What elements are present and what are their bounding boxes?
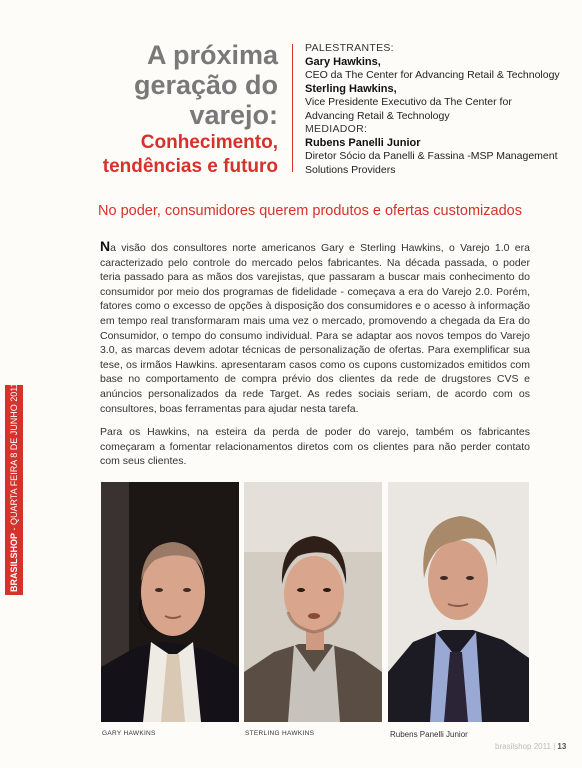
paragraph-2: Para os Hawkins, na esteira da perda de poder do varejo, também os fabricantes começaram a fomentar relacionamentos diretos com os clientes para não perder contato com seus clientes. (100, 426, 530, 468)
speaker-1-name: Gary Hawkins, (305, 55, 381, 68)
moderator-role-line-2: Solutions Providers (305, 163, 396, 176)
sidebar-date: - QUARTA FEIRA 8 DE JUNHO 2011 (9, 382, 19, 533)
speaker-1-role: CEO da The Center for Advancing Retail & Technology (305, 69, 560, 81)
caption-sterling-hawkins: STERLING HAWKINS (245, 730, 315, 737)
article-headline: No poder, consumidores querem produtos e ofertas customizados (98, 203, 522, 219)
page-folio (495, 742, 566, 751)
drop-cap: N (100, 238, 111, 254)
photo-sterling-hawkins (244, 482, 382, 722)
speakers-block (305, 42, 570, 177)
title-divider (292, 44, 293, 172)
sidebar-brand: BRASILSHOP (9, 532, 19, 592)
folio-text: brasilshop 2011 | (495, 742, 558, 751)
speaker-2-name: Sterling Hawkins, (305, 82, 397, 95)
photo-rubens-panelli-junior (388, 482, 529, 722)
article-title (40, 40, 278, 178)
speaker-2-role-line-2: Advancing Retail & Technology (305, 109, 450, 122)
moderator-label: MEDIADOR: (305, 123, 368, 135)
sidebar-label (5, 382, 23, 592)
title-line-4: tendências e futuro (102, 156, 278, 177)
paragraph-1 (100, 239, 530, 416)
caption-gary-hawkins: GARY HAWKINS (102, 730, 156, 737)
title-line-2: geração do varejo: (133, 70, 278, 130)
speakers-label: PALESTRANTES: (305, 42, 394, 54)
title-line-3: Conhecimento, (140, 132, 278, 153)
caption-rubens-panelli: Rubens Panelli Junior (390, 730, 468, 739)
paragraph-1-text: a visão dos consultores norte americanos Gary e Sterling Hawkins, o Varejo 1.0 era caracterizado pelo controle do mercado pelos fabricantes. Na década passada, o poder teria passado para as mãos dos varejistas, que passaram a buscar mais conhecimento do consumidor por meio dos programas de fidelidade - começava a era do Varejo 2.0. Porém, fatores como o excesso de opções à disposição dos consumidores e o acesso à informação em tempo real transformaram mais uma vez o mercado, promovendo a chegada da Era do Consumidor, o tempo do consumo individual. Para se adaptar aos novos tempos do Varejo 3.0, as marcas devem adotar técnicas de personalização de ofertas. Para exemplificar sua tese, os irmãos Hawkins. apresentaram casos como os cupons customizados emitidos com base no comportamento de compra prévio dos clientes da rede de drugstores CVS e anúncios personalizados da rede Target. As redes sociais seriam, de acordo com os consultores, boas ferramentas para ajudar nesta tarefa. (100, 242, 530, 415)
article-body (100, 239, 530, 478)
page-number: 13 (557, 742, 567, 751)
moderator-role-line-1: Diretor Sócio da Panelli & Fassina -MSP Management (305, 150, 558, 162)
moderator-name: Rubens Panelli Junior (305, 136, 421, 149)
title-line-1: A próxima (146, 40, 278, 70)
speaker-2-role-line-1: Vice Presidente Executivo da The Center for (305, 96, 512, 108)
photo-gary-hawkins (101, 482, 239, 722)
